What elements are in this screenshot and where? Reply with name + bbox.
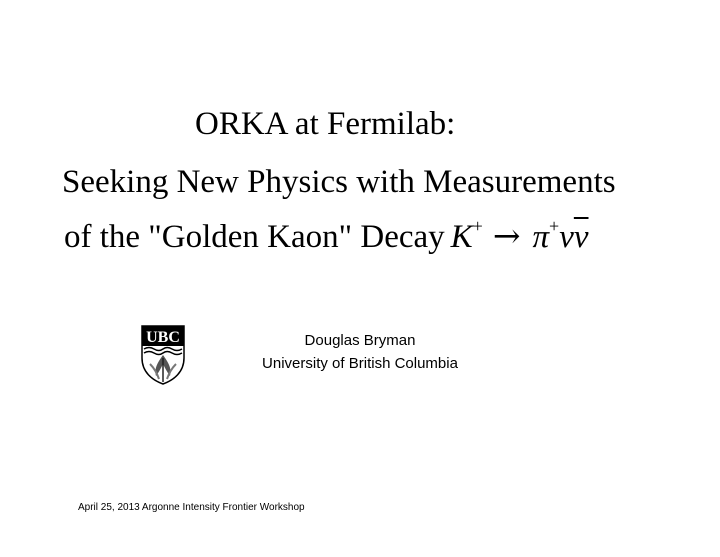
formula-pion: π — [532, 219, 550, 255]
author-name: Douglas Bryman — [304, 332, 416, 349]
formula-neutrino: ν — [559, 219, 574, 255]
formula-kaon-charge: + — [472, 216, 483, 236]
formula-kaon: K — [450, 219, 473, 255]
title-line-1: ORKA at Fermilab: — [195, 106, 456, 142]
title-line-2: Seeking New Physics with Measurements — [62, 164, 616, 200]
formula-arrow: → — [492, 216, 521, 255]
title-line-3-text: of the "Golden Kaon" Decay — [64, 219, 445, 255]
title-line-3 — [64, 216, 589, 257]
author-affiliation: University of British Columbia — [262, 355, 458, 372]
footer-text: April 25, 2013 Argonne Intensity Frontier Workshop — [78, 502, 305, 513]
logo-text: UBC — [146, 329, 180, 346]
formula-pion-charge: + — [549, 216, 560, 236]
ubc-logo-icon — [140, 324, 186, 386]
formula-antineutrino: $\overline{\nu}$ — [573, 219, 589, 255]
decay-formula — [451, 216, 589, 257]
